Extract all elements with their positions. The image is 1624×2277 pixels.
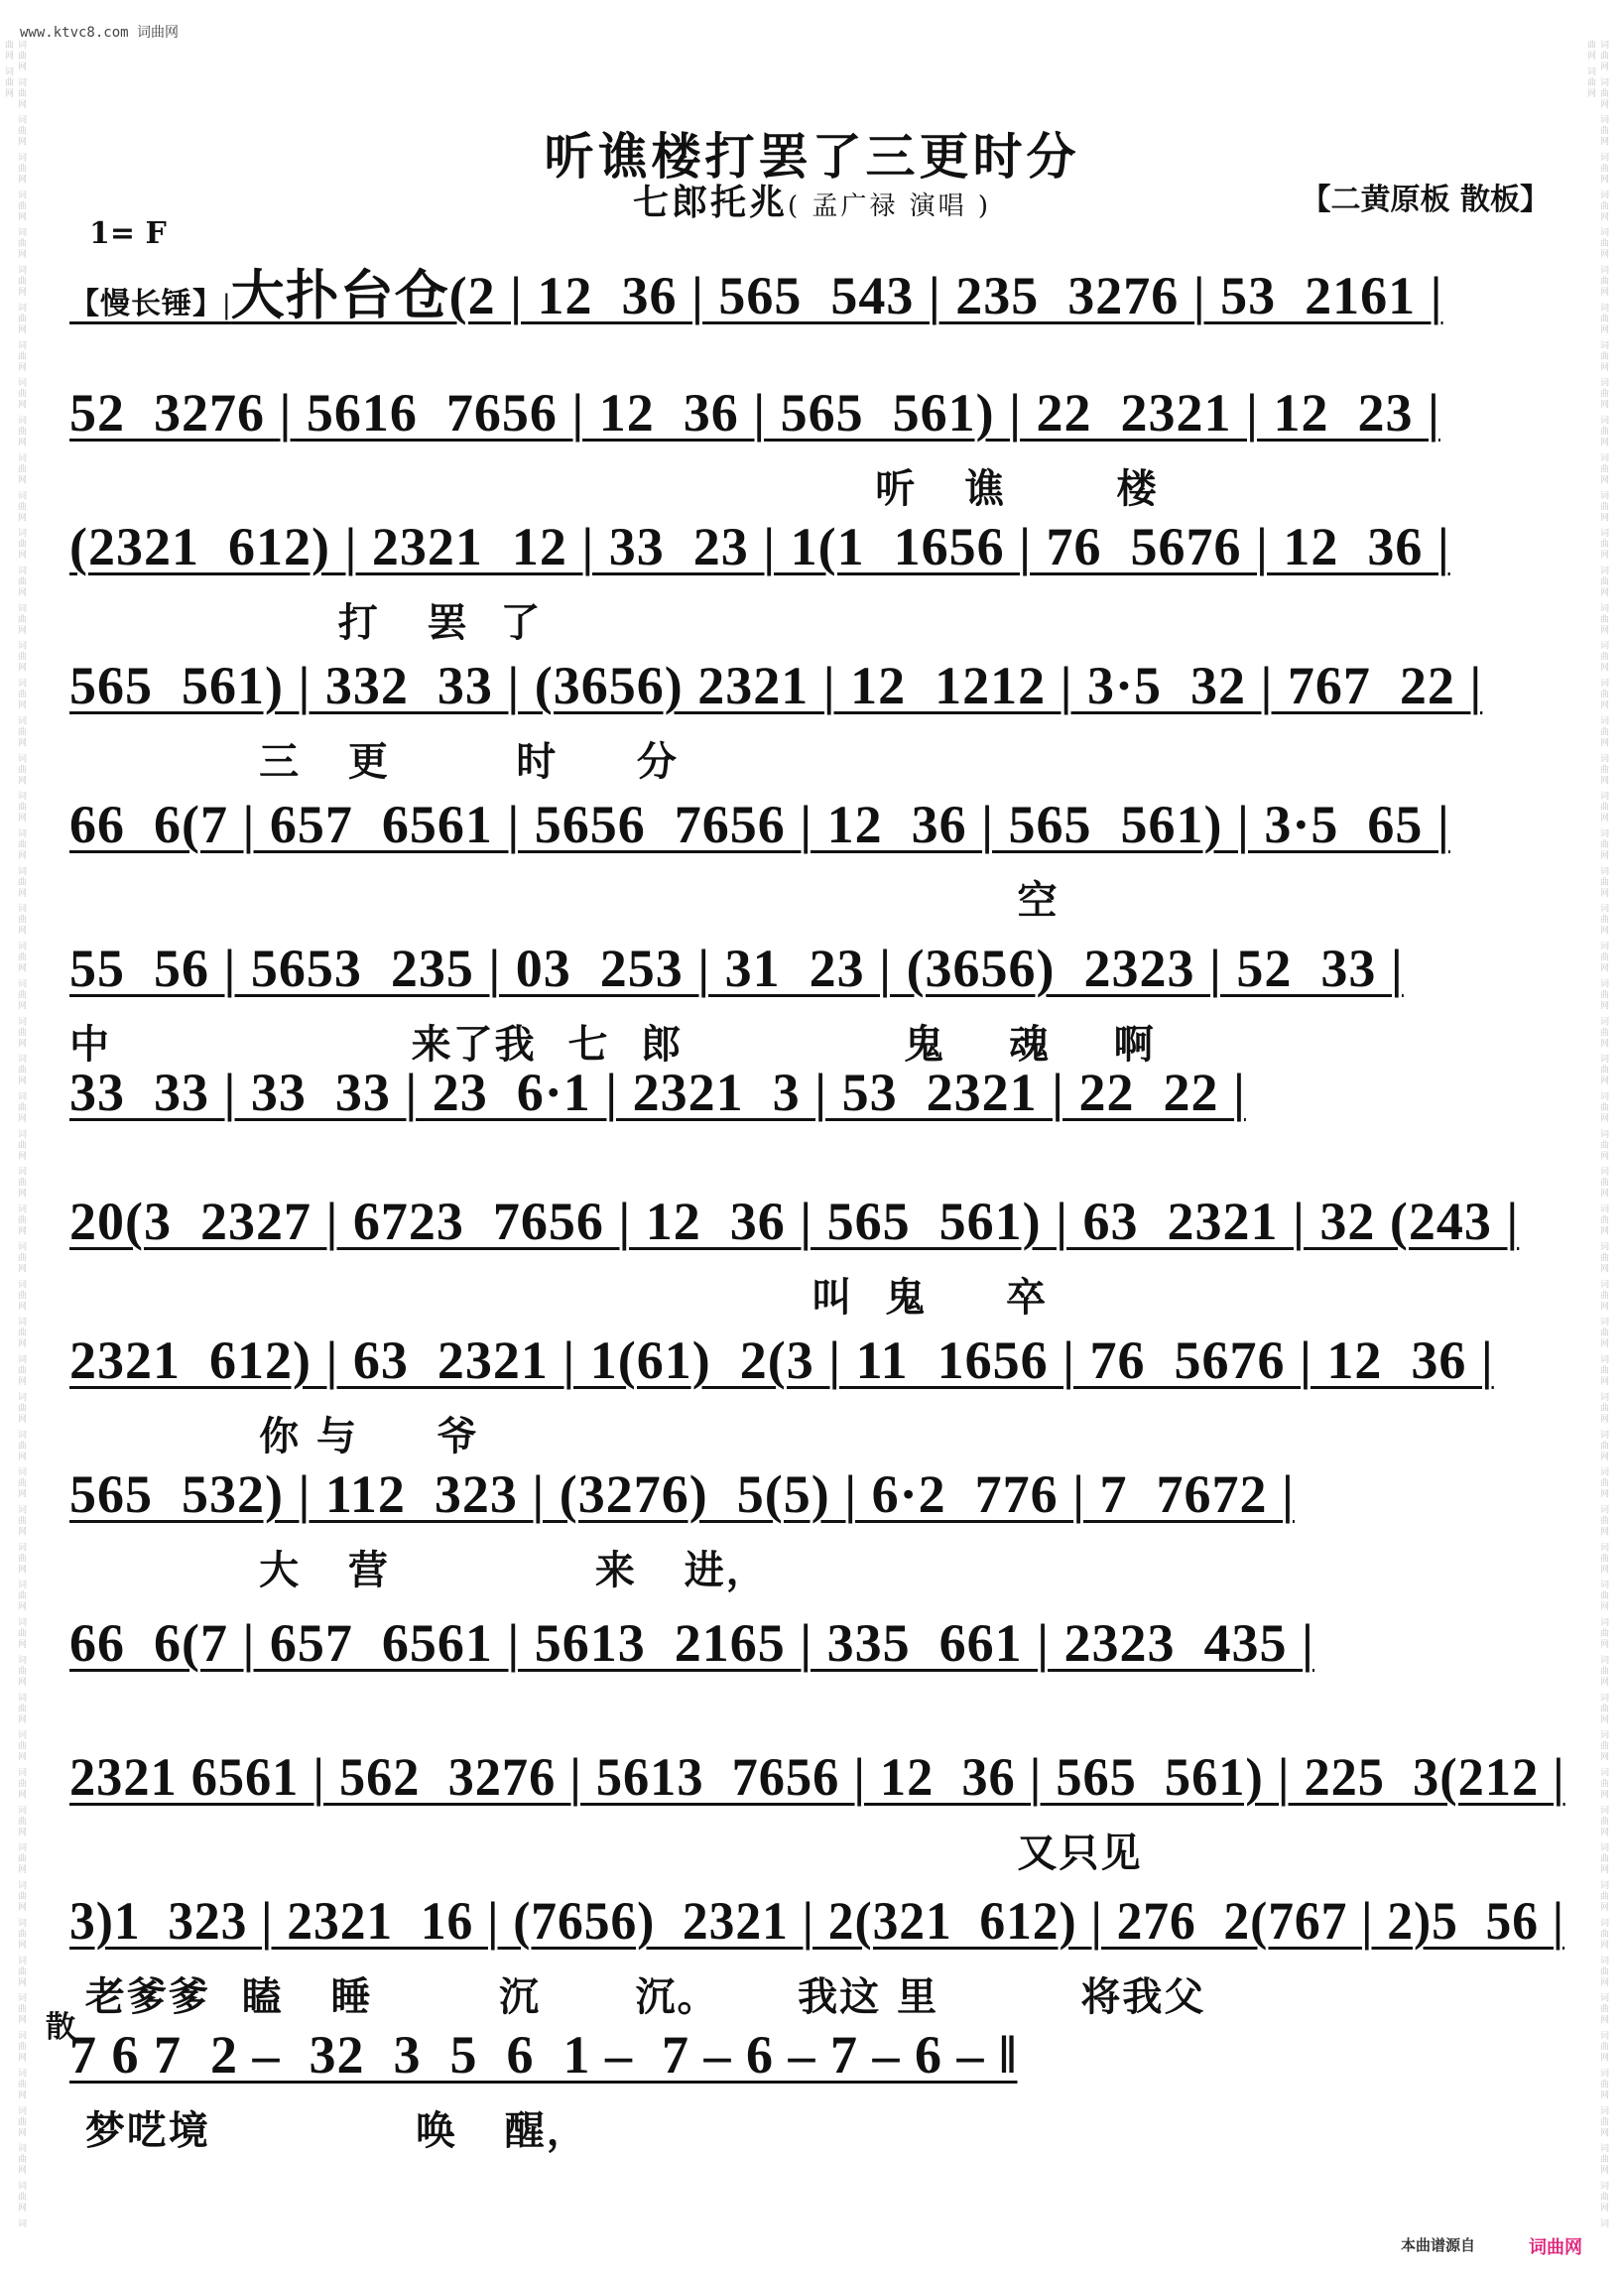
page-title: 听谯楼打罢了三更时分 xyxy=(544,127,1080,186)
notes-text: 3)1 323 | 2321 16 | (7656) 2321 | 2(321 612) | 276 2(767 | 2)5 56 | xyxy=(69,1891,1565,1951)
notes-text: 66 6(7 | 657 6561 | 5656 7656 | 12 36 | 565 561) | 3·5 65 | xyxy=(69,795,1450,854)
lyric-line: 老爹爹 瞌 睡 沉 沉。 我这 里 将我父 xyxy=(69,1973,1206,2020)
notation-line xyxy=(69,382,1440,443)
score-row xyxy=(69,1612,1564,1741)
site-url[interactable]: www.ktvc8.com 词曲网 xyxy=(20,25,180,41)
notation-line xyxy=(69,655,1482,716)
score-row xyxy=(69,516,1564,645)
score-row xyxy=(69,1191,1564,1320)
notes-text: 565 561) | 332 33 | (3656) 2321 | 12 1212 | 3·5 32 | 767 22 | xyxy=(69,656,1483,715)
lyric-line: 中 来了我 七 郎 鬼 魂 啊 xyxy=(69,1021,1156,1068)
notes-text: (2321 612) | 2321 12 | 33 23 | 1(1 1656 | 76 5676 | 12 36 | xyxy=(69,517,1450,576)
notes-text: 7 6 7 2 – 32 3 5 6 1 – 7 – 6 – 7 – 6 – ‖ xyxy=(69,2025,1018,2085)
lyric-line: 空 xyxy=(69,877,1060,924)
subtitle-singer: ( 孟广禄 演唱 ) xyxy=(787,191,992,221)
notes-text: 33 33 | 33 33 | 23 6·1 | 2321 3 | 53 2321 | 22 22 | xyxy=(69,1063,1246,1122)
tempo-mark: 【慢长锤】| xyxy=(69,288,231,320)
notes-text: 52 3276 | 5616 7656 | 12 36 | 565 561) | 22 2321 | 12 23 | xyxy=(69,383,1440,443)
notes-text: 20(3 2327 | 6723 7656 | 12 36 | 565 561) | 63 2321 | 32 (243 | xyxy=(69,1192,1520,1251)
lyric-line: 三 更 时 分 xyxy=(69,738,679,785)
notation-line xyxy=(69,1612,1314,1674)
notation-line xyxy=(69,938,1404,999)
notation-line xyxy=(69,516,1450,577)
lyric-line: 梦呓境 唤 醒， xyxy=(69,2107,588,2154)
score-row xyxy=(69,382,1564,511)
score-row xyxy=(69,2024,1564,2153)
footer-label: 本曲谱源自 xyxy=(1400,2236,1475,2254)
lyric-line: 你 与 爷 xyxy=(69,1413,479,1459)
subtitle-main: 七郎托兆 xyxy=(632,182,788,223)
score-row xyxy=(69,253,1564,382)
notes-text: 2321 6561 | 562 3276 | 5613 7656 | 12 36 | 565 561) | 225 3(212 | xyxy=(69,1747,1565,1807)
score-row xyxy=(69,1890,1564,2019)
score-row xyxy=(69,1746,1564,1875)
notation-line xyxy=(69,1746,1565,1808)
notation-line xyxy=(69,1463,1295,1525)
score-row xyxy=(69,794,1564,923)
score-row xyxy=(69,938,1564,1067)
key-signature: 1= F xyxy=(89,216,167,251)
banshi-label: 【二黄原板 散板】 xyxy=(1301,183,1550,217)
lyric-line: 听 谯 楼 xyxy=(69,465,1159,512)
notes-text: 565 532) | 112 323 | (3276) 5(5) | 6·2 776 | 7 7672 | xyxy=(69,1464,1295,1524)
notation-line xyxy=(69,1890,1564,1952)
notation-line xyxy=(69,1062,1246,1123)
score-row xyxy=(69,655,1564,784)
left-watermark: 词曲网 词曲网 词曲网 词曲网 词曲网 词曲网 词曲网 词曲网 词曲网 词曲网 词曲网 词曲网 词曲网 词曲网 词曲网 词曲网 词曲网 词曲网 词曲网 词曲网 词曲网 词曲网 词曲网 词曲网 词曲网 词曲网 词曲网 词曲网 词曲网 词曲网 词曲网 词曲网 词曲网 词曲网 词曲网 词曲网 词曲网 词曲网 词曲网 词曲网 词曲网 词曲网 词曲网 词曲网 词曲网 词曲网 词曲网 词曲网 词曲网 词曲网 词曲网 词曲网 词曲网 词曲网 词曲网 词曲网 词曲网 词曲网 词曲网 词曲网 xyxy=(3,40,26,2229)
score-row xyxy=(69,1329,1564,1458)
notation-line xyxy=(69,1329,1494,1391)
score-row xyxy=(69,1463,1564,1592)
notes-text: 55 56 | 5653 235 | 03 253 | 31 23 | (3656) 2323 | 52 33 | xyxy=(69,939,1404,998)
notation-line xyxy=(69,1191,1519,1252)
score-row xyxy=(69,1062,1564,1191)
lyric-line: 又只见 xyxy=(69,1830,1143,1876)
lyric-line: 叫 鬼 卒 xyxy=(69,1274,1048,1321)
notes-text: 大扑台仓(2 | 12 36 | 565 543 | 235 3276 | 53 2161 | xyxy=(230,266,1443,325)
footer-logo[interactable]: 词曲网 xyxy=(1529,2237,1582,2258)
lyric-line: 打 罢 了 xyxy=(69,599,543,646)
notation-line xyxy=(69,794,1450,855)
right-watermark: 词曲网 词曲网 词曲网 词曲网 词曲网 词曲网 词曲网 词曲网 词曲网 词曲网 词曲网 词曲网 词曲网 词曲网 词曲网 词曲网 词曲网 词曲网 词曲网 词曲网 词曲网 词曲网 词曲网 词曲网 词曲网 词曲网 词曲网 词曲网 词曲网 词曲网 词曲网 词曲网 词曲网 词曲网 词曲网 词曲网 词曲网 词曲网 词曲网 词曲网 词曲网 词曲网 词曲网 词曲网 词曲网 词曲网 词曲网 词曲网 词曲网 词曲网 词曲网 词曲网 词曲网 词曲网 词曲网 词曲网 词曲网 词曲网 词曲网 词曲网 xyxy=(1585,40,1608,2229)
notation-line xyxy=(69,253,1443,329)
san-mark: 散 xyxy=(46,2010,75,2045)
notes-text: 2321 612) | 63 2321 | 1(61) 2(3 | 11 1656 | 76 5676 | 12 36 | xyxy=(69,1330,1494,1390)
lyric-line: 大 营 来 进， xyxy=(69,1547,768,1593)
notes-text: 66 6(7 | 657 6561 | 5613 2165 | 335 661 | 2323 435 | xyxy=(69,1613,1314,1673)
notation-line xyxy=(69,2024,1018,2086)
